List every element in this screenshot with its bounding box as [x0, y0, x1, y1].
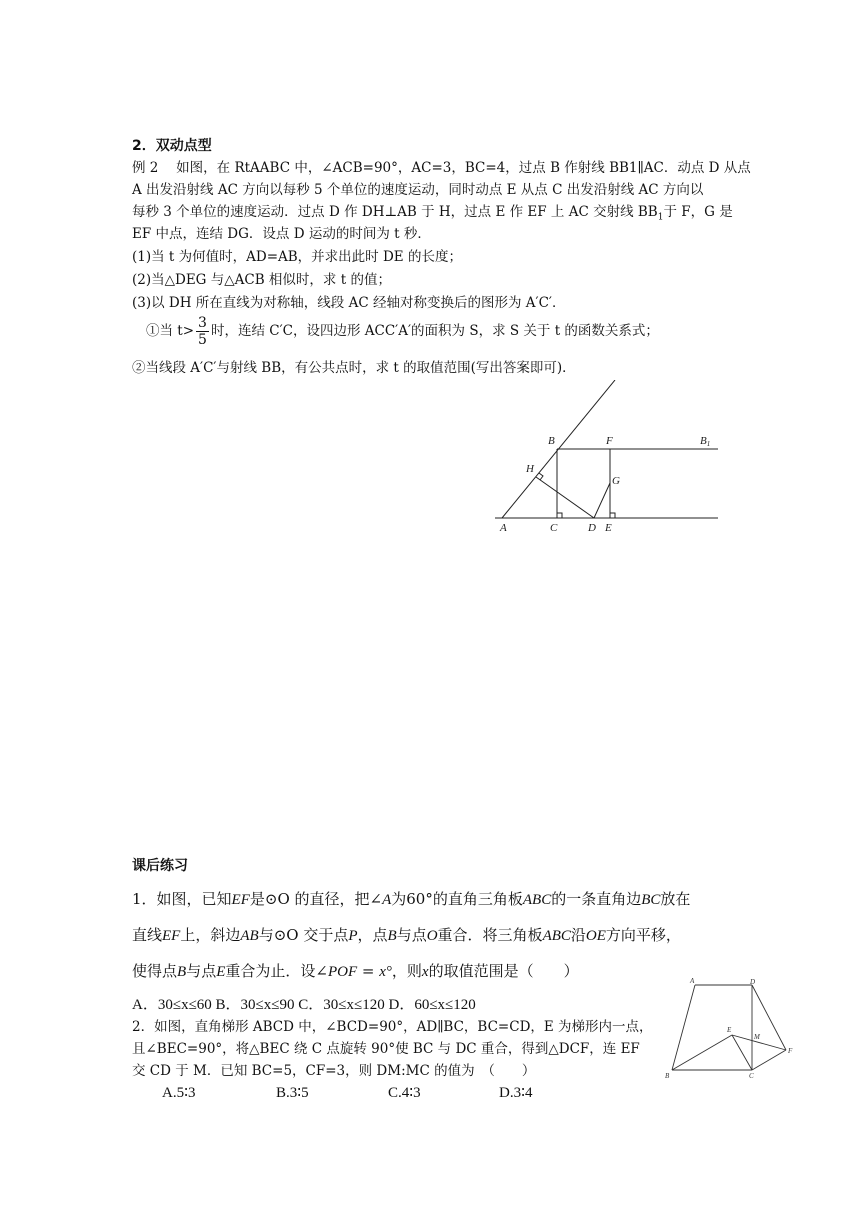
- question-3: (3)以 DH 所在直线为对称轴，线段 AC 经轴对称变换后的图形为 A′C′．: [132, 295, 566, 311]
- p1-l1-b: 是⊙O 的直径，把∠: [249, 890, 383, 908]
- label-f: F: [606, 435, 613, 447]
- p1-l2-o: O: [426, 928, 438, 944]
- p1-l2-e: 与点: [396, 926, 427, 944]
- question-3-1-text-b: 时，连结 C′C，设四边形 ACC′A′的面积为 S，求 S 关于 t 的函数关系式；: [210, 323, 659, 339]
- label-b: B: [548, 435, 555, 447]
- practice-2-option-b: B.3∶5: [276, 1085, 309, 1101]
- right-angle-e: [610, 513, 615, 518]
- practice-1-line-2: [132, 923, 681, 948]
- segment-dg: [594, 483, 610, 518]
- p1-l1-angle-a: A: [382, 892, 392, 908]
- practice-2-line-1: 2．如图，直角梯形 ABCD 中，∠BCD=90°，AD∥BC，BC=CD，E 为梯形内一点，: [132, 1019, 653, 1035]
- label-b1-main: B: [700, 435, 707, 447]
- p1-l3-x: x: [421, 964, 429, 980]
- label-a: A: [500, 522, 507, 534]
- p1-l2-c: 与⊙O 交于点: [258, 926, 349, 944]
- practice-1-line-3: [132, 959, 579, 984]
- p1-l3-b: 与点: [186, 962, 217, 980]
- p1-l1-abc: ABC: [522, 892, 552, 908]
- p1-l2-a: 直线: [132, 926, 163, 944]
- example-line-3-sub: 1: [657, 212, 664, 223]
- p1-l2-ab: AB: [240, 928, 259, 944]
- p1-l3-d: ，则: [391, 962, 422, 980]
- p1-l1-e: 的一条直角边: [551, 890, 642, 908]
- fraction-numerator: 3: [198, 315, 207, 331]
- label-h: H: [526, 463, 534, 475]
- p1-l1-ef: EF: [231, 892, 250, 908]
- section-title: 2．双动点型: [132, 138, 212, 154]
- p1-l2-oe: OE: [585, 928, 606, 944]
- p1-l3-b-point: B: [177, 964, 187, 980]
- fig2-label-a: A: [690, 977, 695, 985]
- segment-dh: [536, 477, 594, 518]
- segment-be: [672, 1035, 732, 1070]
- fig2-label-d: D: [750, 978, 756, 986]
- question-3-1-text-a: ①当 t>: [146, 323, 195, 339]
- fraction-denominator: 5: [198, 332, 207, 348]
- question-3-1: [146, 314, 659, 348]
- example-line-4: EF 中点，连结 DG．设点 D 运动的时间为 t 秒．: [132, 226, 431, 242]
- figure-example-2: [490, 380, 730, 540]
- segment-ec: [732, 1035, 752, 1070]
- fig2-label-m: M: [754, 1033, 760, 1041]
- label-d: D: [588, 522, 596, 534]
- p1-l3-pof: POF: [327, 964, 358, 980]
- p1-l1-bc: BC: [641, 892, 661, 908]
- fig2-label-e: E: [727, 1026, 732, 1034]
- p1-l2-h: 方向平移，: [605, 926, 681, 944]
- practice-2-option-d: D.3∶4: [499, 1085, 533, 1101]
- p1-l1-f: 放在: [660, 890, 691, 908]
- practice-2-option-c: C.4∶3: [388, 1085, 421, 1101]
- question-1: (1)当 t 为何值时，AD=AB，并求出此时 DE 的长度；: [132, 249, 462, 265]
- p1-l2-abc: ABC: [542, 928, 571, 944]
- practice-1-options: A．30≤x≤60 B．30≤x≤90 C．30≤x≤120 D．60≤x≤120: [132, 997, 476, 1013]
- practice-title: 课后练习: [132, 858, 188, 874]
- question-2: (2)当△DEG 与△ACB 相似时，求 t 的值；: [132, 272, 391, 288]
- p1-l2-b: 上，斜边: [180, 926, 241, 944]
- example-line-2: A 出发沿射线 AC 方向以每秒 5 个单位的速度运动，同时动点 E 从点 C 出发沿射线 AC 方向以: [132, 182, 704, 198]
- practice-2-line-3: 交 CD 于 M．已知 BC=5，CF=3，则 DM:MC 的值为 （ ）: [132, 1063, 536, 1079]
- fig2-label-f: F: [788, 1047, 793, 1055]
- p1-l1-60: 60°: [406, 890, 433, 908]
- example-line-1: 例 2 如图，在 RtAABC 中，∠ACB=90°，AC=3，BC=4，过点 B 作射线 BB1∥AC．动点 D 从点: [132, 160, 751, 176]
- p1-l2-ef: EF: [162, 928, 181, 944]
- example-line-3-text-a: 每秒 3 个单位的速度运动．过点 D 作 DH⊥AB 于 H，过点 E 作 EF 上 AC 交射线 BB: [132, 204, 658, 220]
- p1-l3-c: 重合为止．设∠: [225, 962, 328, 980]
- example-line-3-text-b: 于 F，G 是: [663, 204, 733, 220]
- p1-l2-p: P: [348, 928, 358, 944]
- p1-l3-e: 的取值范围是（ ）: [428, 962, 579, 980]
- p1-l1-c: 为: [391, 890, 407, 908]
- p1-l3-x-deg: x°: [379, 964, 392, 980]
- fig2-label-c: C: [749, 1072, 754, 1080]
- label-g: G: [612, 475, 620, 487]
- p1-l2-b-point: B: [387, 928, 397, 944]
- fraction-3-5: [196, 315, 209, 348]
- p1-l2-g: 沿: [570, 926, 586, 944]
- p1-l2-d: ，点: [357, 926, 388, 944]
- figure-practice-2: [660, 975, 805, 1080]
- p1-l3-a: 使得点: [132, 962, 178, 980]
- fig2-label-b: B: [665, 1072, 670, 1080]
- practice-1-line-1: [132, 887, 690, 912]
- practice-2-line-2: 且∠BEC=90°，将△BEC 绕 C 点旋转 90°使 BC 与 DC 重合，得到△DCF，连 EF: [132, 1041, 640, 1057]
- segment-cf: [752, 1050, 786, 1070]
- p1-l3-eq: =: [357, 962, 380, 980]
- p1-l1-d: 的直角三角板: [432, 890, 523, 908]
- p1-l3-e-point: E: [216, 964, 226, 980]
- right-angle-c: [557, 513, 562, 518]
- p1-l1-a: 1．如图，已知: [132, 890, 232, 908]
- label-e: E: [605, 522, 612, 534]
- label-c: C: [550, 522, 558, 534]
- label-b1-sub: 1: [706, 440, 711, 448]
- segment-ab: [672, 985, 695, 1070]
- practice-2-option-a: A.5∶3: [162, 1085, 196, 1101]
- question-3-2: ②当线段 A′C′与射线 BB，有公共点时，求 t 的取值范围(写出答案即可)．: [132, 360, 576, 376]
- label-b1: [700, 435, 710, 448]
- p1-l2-f: 重合．将三角板: [437, 926, 543, 944]
